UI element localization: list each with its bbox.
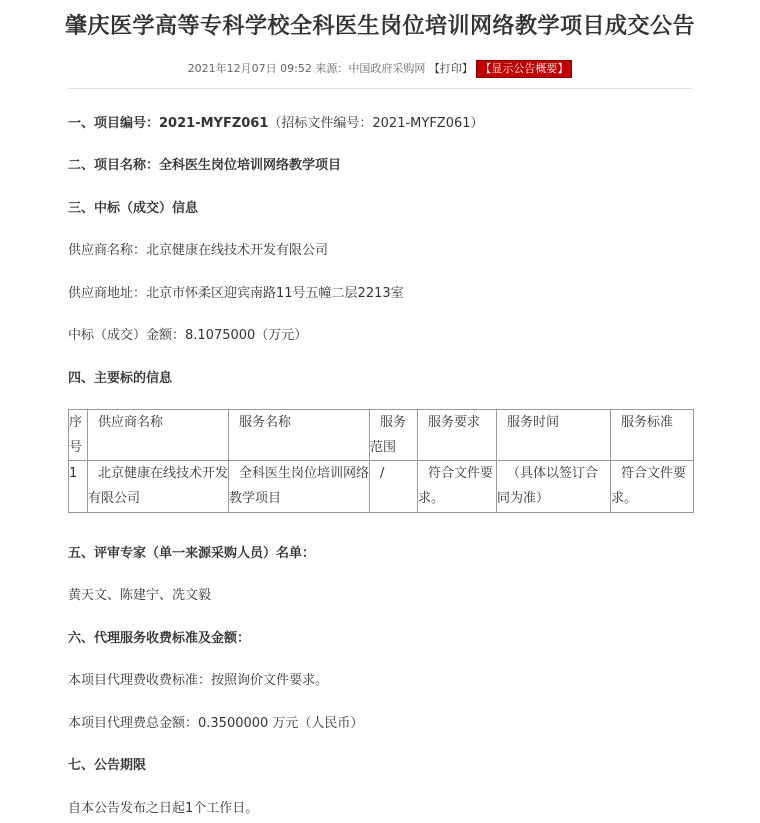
tender-file-number: （招标文件编号：2021-MYFZ061） [268, 116, 484, 131]
article-meta [0, 60, 760, 78]
source-name: 中国政府采购网 [348, 62, 426, 75]
header-cell-supplier: 供应商名称 [88, 410, 229, 461]
winner-heading: 三、中标（成交）信息 [68, 201, 199, 216]
main-items-table [68, 409, 694, 513]
publish-date: 2021年12月07日 09:52 [187, 62, 312, 75]
cell-service-name: 全科医生岗位培训网络教学项目 [229, 461, 370, 513]
supplier-name: 供应商名称：北京健康在线技术开发有限公司 [68, 243, 329, 258]
table-row [69, 461, 694, 513]
page-title: 肇庆医学高等专科学校全科医生岗位培训网络教学项目成交公告 [64, 14, 695, 39]
cell-index: 1 [69, 461, 88, 513]
header-cell-service-name: 服务名称 [229, 410, 370, 461]
notice-period-text: 自本公告发布之日起1个工作日。 [68, 801, 259, 816]
experts-names: 黄天文、陈建宁、冼文毅 [68, 588, 212, 603]
show-summary-button[interactable]: 【显示公告概要】 [476, 60, 572, 78]
header-cell-service-time: 服务时间 [497, 410, 611, 461]
header-cell-service-scope: 服务范围 [370, 410, 418, 461]
cell-supplier: 北京健康在线技术开发有限公司 [88, 461, 229, 513]
project-name-label: 二、项目名称： [68, 158, 160, 173]
table-header-row [69, 410, 694, 461]
supplier-address: 供应商地址：北京市怀柔区迎宾南路11号五幢二层2213室 [68, 286, 404, 301]
project-name-line [68, 156, 341, 176]
winning-amount: 中标（成交）金额：8.1075000（万元） [68, 328, 308, 343]
project-number-label: 一、项目编号： [68, 116, 160, 131]
main-info-heading: 四、主要标的信息 [68, 371, 173, 386]
experts-heading: 五、评审专家（单一来源采购人员）名单： [68, 546, 316, 561]
project-name-value: 全科医生岗位培训网络教学项目 [159, 158, 342, 173]
cell-service-scope: / [370, 461, 418, 513]
header-cell-service-standard: 服务标准 [611, 410, 694, 461]
agency-fee-total: 本项目代理费总金额：0.3500000 万元（人民币） [68, 716, 364, 731]
header-divider [68, 88, 692, 89]
source-label: 来源： [315, 62, 349, 75]
header-cell-index: 序号 [69, 410, 88, 461]
project-number-value: 2021-MYFZ061 [159, 116, 269, 131]
agency-fee-heading: 六、代理服务收费标准及金额： [68, 631, 251, 646]
agency-fee-standard: 本项目代理费收费标准：按照询价文件要求。 [68, 673, 329, 688]
cell-service-time: （具体以签订合同为准） [497, 461, 611, 513]
header-cell-service-requirement: 服务要求 [418, 410, 497, 461]
cell-service-standard: 符合文件要求。 [611, 461, 694, 513]
notice-period-heading: 七、公告期限 [68, 758, 147, 773]
project-number-line [68, 114, 484, 134]
cell-service-requirement: 符合文件要求。 [418, 461, 497, 513]
print-link[interactable]: 【打印】 [428, 62, 473, 75]
